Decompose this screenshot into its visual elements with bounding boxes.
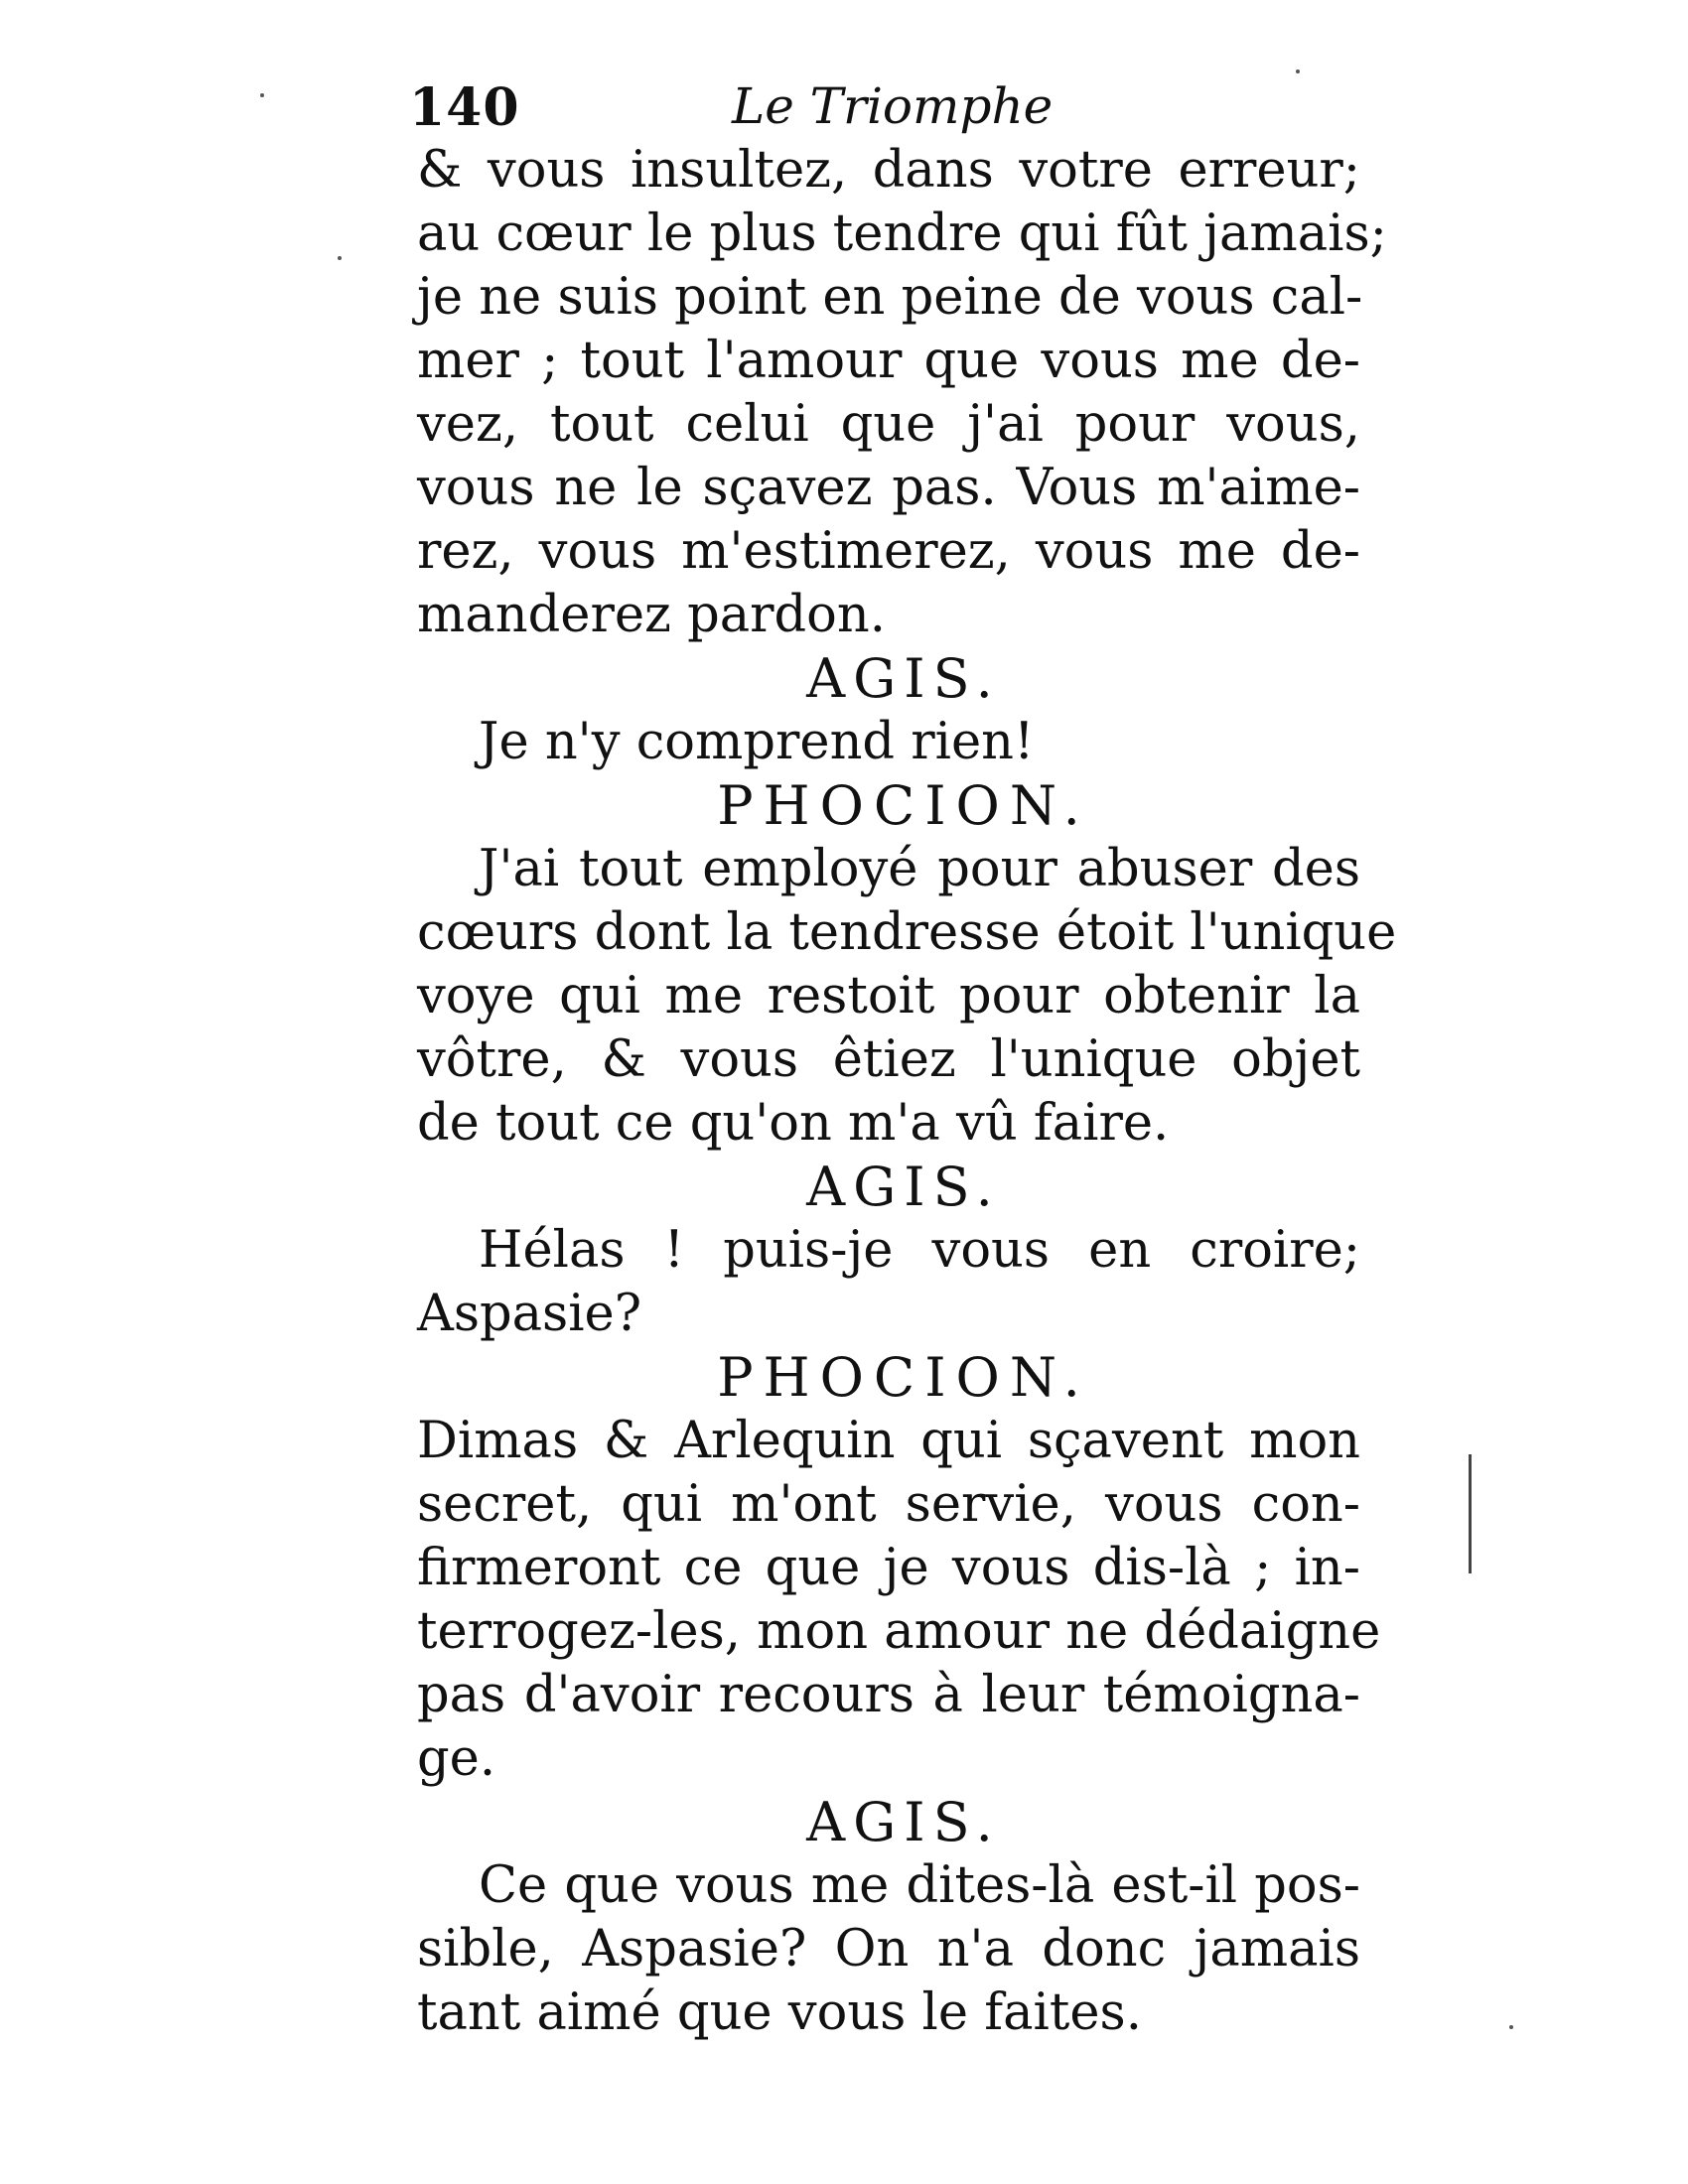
text-line: Ce que vous me dites-là est-il pos- (479, 1856, 1360, 1915)
text-line: de tout ce qu'on m'a vû faire. (417, 1094, 1170, 1153)
text-line: vôtre, & vous êtiez l'unique objet (417, 1030, 1360, 1089)
speaker-name: AGIS. (806, 1791, 1001, 1853)
scan-speck (338, 256, 342, 260)
text-line: pas d'avoir recours à leur témoigna- (417, 1666, 1360, 1724)
text-line: manderez pardon. (417, 586, 886, 644)
text-line: Aspasie? (417, 1285, 642, 1343)
text-line: J'ai tout employé pour abuser des (479, 840, 1360, 898)
text-line: firmeront ce que je vous dis-là ; in- (417, 1539, 1360, 1597)
text-line: ge. (417, 1729, 496, 1788)
text-line: cœurs dont la tendresse étoit l'unique (417, 903, 1397, 962)
text-line: terrogez-les, mon amour ne dédaigne (417, 1602, 1381, 1661)
scan-speck (260, 93, 264, 97)
speaker-name: AGIS. (806, 1156, 1001, 1218)
speaker-name: PHOCION. (717, 774, 1090, 837)
scan-speck (1509, 2025, 1513, 2029)
page-header (409, 77, 1362, 147)
scan-speck (1296, 69, 1300, 73)
scan-artifact-line (1469, 1454, 1472, 1573)
play-text (417, 139, 1397, 2045)
text-line: secret, qui m'ont servie, vous con- (417, 1475, 1360, 1534)
text-line: mer ; tout l'amour que vous me de- (417, 332, 1360, 390)
text-line: rez, vous m'estimerez, vous me de- (417, 522, 1360, 581)
text-line: tant aimé que vous le faites. (417, 1983, 1142, 2042)
text-line: Je n'y comprend rien! (479, 713, 1035, 771)
text-line: vous ne le sçavez pas. Vous m'aime- (417, 459, 1360, 517)
page-number: 140 (409, 77, 520, 138)
speaker-name: PHOCION. (717, 1346, 1090, 1409)
text-line: Hélas ! puis-je vous en croire; (479, 1221, 1360, 1280)
text-line: sible, Aspasie? On n'a donc jamais (417, 1920, 1360, 1979)
running-title: Le Triomphe (732, 77, 1054, 135)
text-line: je ne suis point en peine de vous cal- (417, 268, 1363, 327)
text-line: vez, tout celui que j'ai pour vous, (417, 395, 1360, 454)
text-line: & vous insultez, dans votre erreur; (417, 141, 1360, 200)
speaker-name: AGIS. (806, 647, 1001, 710)
text-line: Dimas & Arlequin qui sçavent mon (417, 1412, 1360, 1470)
text-line: voye qui me restoit pour obtenir la (417, 967, 1360, 1025)
text-line: au cœur le plus tendre qui fût jamais; (417, 205, 1387, 263)
